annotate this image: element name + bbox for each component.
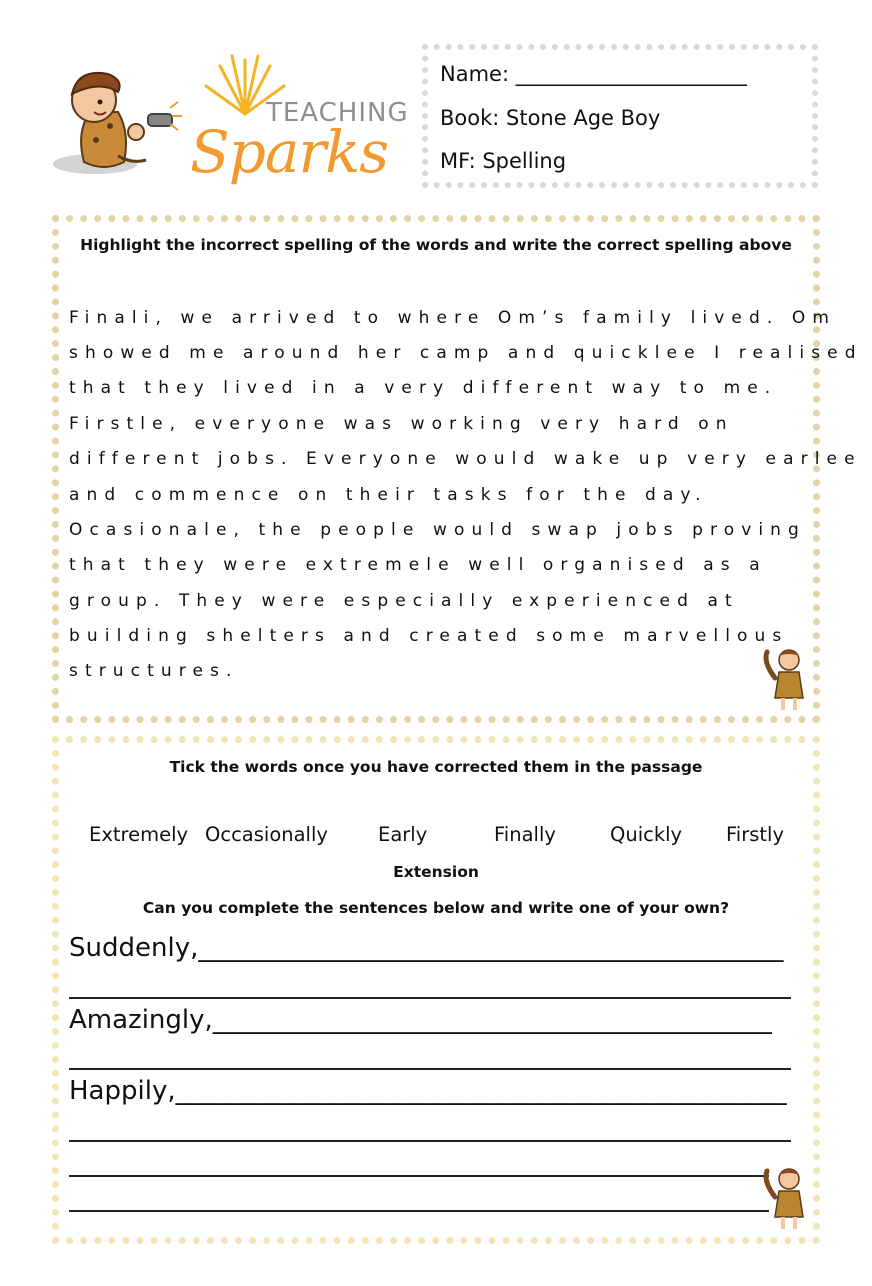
caveman-club-icon [761,646,809,716]
logo-teaching-text: TEACHING [266,98,409,128]
sentence-starter-suddenly[interactable]: Suddenly,_____________________________________________ [69,933,784,963]
name-field-label[interactable]: Name: ______________________ [440,62,747,86]
book-title: Book: Stone Age Boy [440,106,661,130]
teaching-sparks-logo [50,52,410,192]
passage-line[interactable]: Firstle, everyone was working very hard on [69,414,734,434]
writing-line[interactable] [69,997,791,999]
passage-line[interactable]: different jobs. Everyone would wake up very earlee [69,449,862,469]
word-item[interactable]: Quickly [610,823,683,846]
passage-line[interactable]: building shelters and created some marvellous [69,626,789,646]
caveman-logo-icon [50,52,190,192]
passage-line[interactable]: and commence on their tasks for the day. [69,485,708,505]
passage-line[interactable]: group. They were especially experienced at [69,591,739,611]
extension-prompt: Can you complete the sentences below and write one of your own? [142,899,730,917]
writing-line[interactable] [69,1140,791,1142]
sentence-starter-happily[interactable]: Happily,_______________________________________________ [69,1076,787,1106]
focus-topic: MF: Spelling [440,149,567,173]
passage-line[interactable]: Finali, we arrived to where Om’s family lived. Om [69,308,836,328]
writing-line[interactable] [69,1068,791,1070]
passage-line[interactable]: Ocasionale, the people would swap jobs proving [69,520,806,540]
writing-line[interactable] [69,1175,769,1177]
logo-sparks-text: Sparks [190,118,389,186]
word-item[interactable]: Extremely [89,823,189,846]
checklist-instruction: Tick the words once you have corrected them in the passage [169,758,703,776]
word-item[interactable]: Finally [494,823,556,846]
writing-line[interactable] [69,1210,769,1212]
word-item[interactable]: Firstly [726,823,784,846]
student-info-box [422,44,818,188]
word-checklist-box [52,736,820,1244]
passage-instruction: Highlight the incorrect spelling of the words and write the correct spelling above [80,236,792,254]
word-item[interactable]: Occasionally [205,823,328,846]
extension-title: Extension [393,863,479,881]
word-item[interactable]: Early [378,823,428,846]
passage-line[interactable]: that they were extremele well organised as a [69,555,767,575]
sentence-starter-amazingly[interactable]: Amazingly,___________________________________________ [69,1005,772,1035]
spelling-passage-box [52,215,863,723]
passage-line[interactable]: showed me around her camp and quicklee I realised [69,343,863,363]
passage-line[interactable]: structures. [69,661,239,681]
passage-line[interactable]: that they lived in a very different way to me. [69,378,778,398]
caveman-club-icon [761,1165,809,1235]
